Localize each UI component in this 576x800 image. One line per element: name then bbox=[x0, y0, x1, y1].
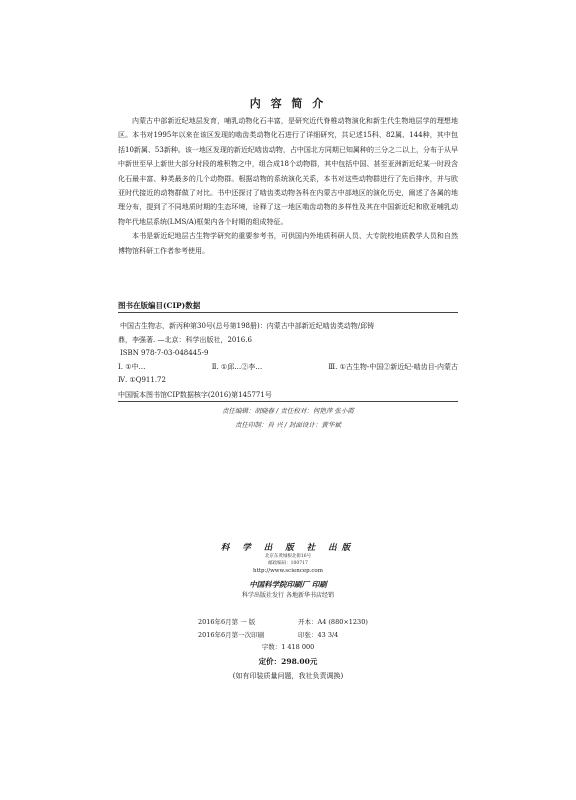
distribution-line: 科学出版社发行 各地新华书店经销 bbox=[242, 592, 334, 599]
printer-name: 中国科学院印刷厂 印刷 bbox=[249, 580, 327, 589]
cip-line-2: 鼎，李强著. —北京：科学出版社，2016.6 bbox=[118, 335, 252, 344]
word-count: 字数：1 418 000 bbox=[261, 643, 315, 651]
format: 开本：A4 (880×1230) bbox=[298, 618, 368, 626]
cip-number: 中国版本图书馆CIP数据核字(2016)第145771号 bbox=[118, 391, 272, 399]
cip-bottom-rule bbox=[118, 401, 458, 402]
publisher-address: 北京东黄城根北街16号 bbox=[264, 554, 312, 559]
publisher-name: 科 学 出 版 社 出版 bbox=[220, 543, 356, 553]
publisher-url: http://www.sciencep.com bbox=[253, 568, 323, 574]
print-date: 2016年6月第一次印刷 bbox=[198, 631, 265, 639]
class-right: Ⅲ. ①古生物-中国②新近纪-啮齿目-内蒙古 bbox=[328, 362, 458, 371]
summary-body bbox=[118, 114, 458, 258]
class-left: Ⅰ. ①中… bbox=[118, 362, 146, 371]
summary-paragraph-2: 本书是新近纪地层古生物学研究的重要参考书，可供国内外地质科研人员、大专院校地质教学人员和自然博物馆科研工作者参考使用。 bbox=[118, 232, 458, 255]
editors-line-2: 责任印制：肖 兴 / 封面设计：黄华斌 bbox=[235, 421, 341, 429]
cip-block bbox=[118, 320, 458, 388]
class-mid: Ⅱ. ①邱…②李… bbox=[211, 362, 263, 371]
sheets: 印张：43 3/4 bbox=[298, 631, 339, 639]
cip-class-line-2: Ⅳ. ①Q911.72 bbox=[118, 376, 166, 384]
publisher-postcode: 邮政编码：100717 bbox=[268, 561, 308, 566]
editors-block bbox=[0, 404, 576, 432]
publisher-block bbox=[0, 541, 576, 601]
edition-table bbox=[198, 616, 398, 642]
cip-top-rule bbox=[118, 312, 458, 313]
cip-heading: 图书在版编目(CIP)数据 bbox=[118, 301, 201, 310]
summary-title: 内 容 简 介 bbox=[249, 97, 327, 110]
edition-row-1 bbox=[198, 616, 398, 629]
editors-line-1: 责任编辑：胡晓春 / 责任校对：何艳萍 张小霞 bbox=[222, 407, 354, 415]
cip-classification bbox=[118, 361, 458, 375]
cip-isbn: ISBN 978-7-03-048445-9 bbox=[120, 349, 209, 357]
edition-date: 2016年6月第 一 版 bbox=[198, 618, 256, 626]
price: 定价：298.00元 bbox=[258, 657, 318, 666]
cip-line-1: 中国古生物志，新丙种第30号(总号第198册)：内蒙古中部新近纪啮齿类动物/邱铸 bbox=[120, 322, 375, 330]
summary-paragraph-1: 内蒙古中部新近纪地层发育，哺乳动物化石丰富，是研究近代脊椎动物演化和新生代生物地层学的理想地区。本书对1995年以来在该区发现的啮齿类动物化石进行了详细研究，共记述15科、82属、144种，其中包括10新属、53新种。该一地区发现的新近纪啮齿动物，占中国北方同期已知属种的三分之二以上，分布于从早中新世至早上新世大部分时段的堆积物之中，组合成18个动物群，其中包括中国、甚至亚洲新近纪某一时段含化石最丰富、种类最多的几个动物群。根据动物的系统演化关系，本书对这些动物群进行了先后排序，并与欧亚时代接近的动物群做了对比。书中还探讨了啮齿类动物各科在内蒙古中部地区的演化历史，阐述了各属的地理分布，提到了不同地质时期的生态环境，诠释了这一地区啮齿动物的多样性及其在中国新近纪和欧亚哺乳动物年代地层系统(LMS/A)框架内各个时期的组成特征。 bbox=[118, 117, 458, 226]
edition-row-2 bbox=[198, 629, 398, 642]
quality-notice: (如有印装质量问题，我社负责调换) bbox=[232, 672, 344, 680]
